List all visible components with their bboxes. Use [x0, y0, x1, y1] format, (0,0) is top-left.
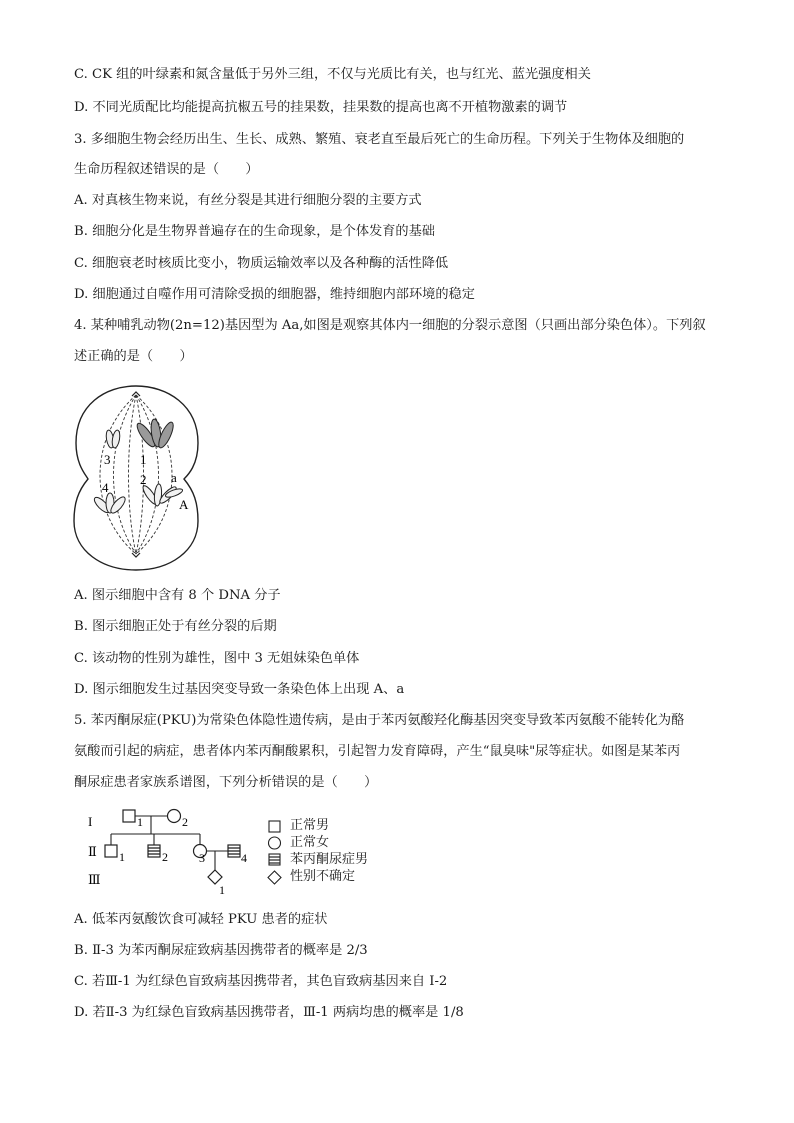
question-4-option-d: D. 图示细胞发生过基因突变导致一条染色体上出现 A、a: [74, 682, 405, 697]
svg-text:2: 2: [162, 850, 168, 864]
generation-II: Ⅱ: [88, 844, 97, 859]
legend-label-affected-male: 苯丙酮尿症男: [290, 852, 369, 867]
question-4-option-b: B. 图示细胞正处于有丝分裂的后期: [74, 619, 277, 634]
option-3D-prev: D. 不同光质配比均能提高抗椒五号的挂果数，挂果数的提高也离不开植物激素的调节: [74, 100, 568, 115]
cell-division-figure: [70, 383, 206, 577]
question-4-option-c: C. 该动物的性别为雄性，图中 3 无姐妹染色单体: [74, 651, 360, 666]
individual-I-1: [123, 810, 135, 822]
label-2: 2: [140, 472, 147, 487]
question-5-option-c: C. 若Ⅲ-1 为红绿色盲致病基因携带者，其色盲致病基因来自 I-2: [74, 974, 448, 989]
svg-text:4: 4: [241, 851, 247, 865]
individual-III-1: [208, 870, 222, 884]
option-3C-prev: C. CK 组的叶绿素和氮含量低于另外三组，不仅与光质比有关，也与红光、蓝光强度相关: [74, 67, 591, 82]
individual-II-4: [228, 845, 240, 857]
label-a: a: [171, 470, 177, 485]
legend-label-unknown-sex: 性别不确定: [290, 869, 356, 884]
pedigree-chart: [82, 806, 262, 902]
chromosome-1: [134, 419, 176, 450]
individual-I-2: [168, 810, 181, 823]
question-3-option-c: C. 细胞衰老时核质比变小，物质运输效率以及各种酶的活性降低: [74, 256, 449, 271]
label-4: 4: [102, 480, 109, 495]
legend-label-normal-male: 正常男: [290, 818, 330, 833]
question-5-stem-cont2: 酮尿症患者家族系谱图，下列分析错误的是（ ）: [74, 775, 378, 790]
question-5-option-a: A. 低苯丙氨酸饮食可减轻 PKU 患者的症状: [74, 912, 328, 927]
generation-III: Ⅲ: [88, 872, 101, 887]
question-4-stem: 4. 某种哺乳动物(2n=12)基因型为 Aa,如图是观察其体内一细胞的分裂示意图（只画出部分染色体）。下列叙: [74, 318, 706, 333]
question-5-option-b: B. Ⅱ-3 为苯丙酮尿症致病基因携带者的概率是 2/3: [74, 943, 368, 958]
question-5-option-d: D. 若Ⅱ-3 为红绿色盲致病基因携带者，Ⅲ-1 两病均患的概率是 1/8: [74, 1005, 464, 1020]
label-A: A: [179, 497, 189, 512]
question-3-stem-cont: 生命历程叙述错误的是（ ）: [74, 162, 259, 177]
legend-normal-female-icon: [269, 837, 281, 849]
question-3-option-b: B. 细胞分化是生物界普遍存在的生命现象，是个体发育的基础: [74, 224, 435, 239]
svg-text:3: 3: [199, 851, 205, 865]
svg-text:1: 1: [137, 815, 143, 829]
question-3-option-a: A. 对真核生物来说，有丝分裂是其进行细胞分裂的主要方式: [74, 193, 422, 208]
question-5-stem-cont: 氨酸而引起的病症，患者体内苯丙酮酸累积，引起智力发育障碍，产生“鼠臭味"尿等症状。如图是某苯丙: [74, 744, 681, 759]
legend-normal-male-icon: [269, 821, 280, 832]
legend-affected-male-icon: [269, 854, 280, 865]
chromosome-3: [105, 430, 121, 449]
legend-label-normal-female: 正常女: [290, 835, 330, 850]
individual-II-1: [105, 845, 117, 857]
chromosome-4: [92, 493, 127, 515]
label-3: 3: [104, 452, 111, 467]
question-3-option-d: D. 细胞通过自噬作用可清除受损的细胞器，维持细胞内部环境的稳定: [74, 287, 475, 302]
svg-text:2: 2: [182, 815, 188, 829]
chromosome-2: [141, 484, 184, 507]
generation-I: I: [88, 814, 93, 829]
pedigree-legend: [266, 818, 286, 894]
question-3-stem: 3. 多细胞生物会经历出生、生长、成熟、繁殖、衰老直至最后死亡的生命历程。下列关于生物体及细胞的: [74, 132, 685, 147]
question-5-stem: 5. 苯丙酮尿症(PKU)为常染色体隐性遗传病，是由于苯丙氨酸羟化酶基因突变导致苯丙氨酸不能转化为酪: [74, 713, 685, 728]
svg-text:1: 1: [219, 883, 225, 897]
individual-II-2: [148, 845, 160, 857]
label-1: 1: [140, 452, 147, 467]
question-4-option-a: A. 图示细胞中含有 8 个 DNA 分子: [74, 588, 281, 603]
question-4-stem-cont: 述正确的是（ ）: [74, 349, 193, 364]
svg-text:1: 1: [119, 850, 125, 864]
legend-unknown-sex-icon: [268, 871, 281, 884]
